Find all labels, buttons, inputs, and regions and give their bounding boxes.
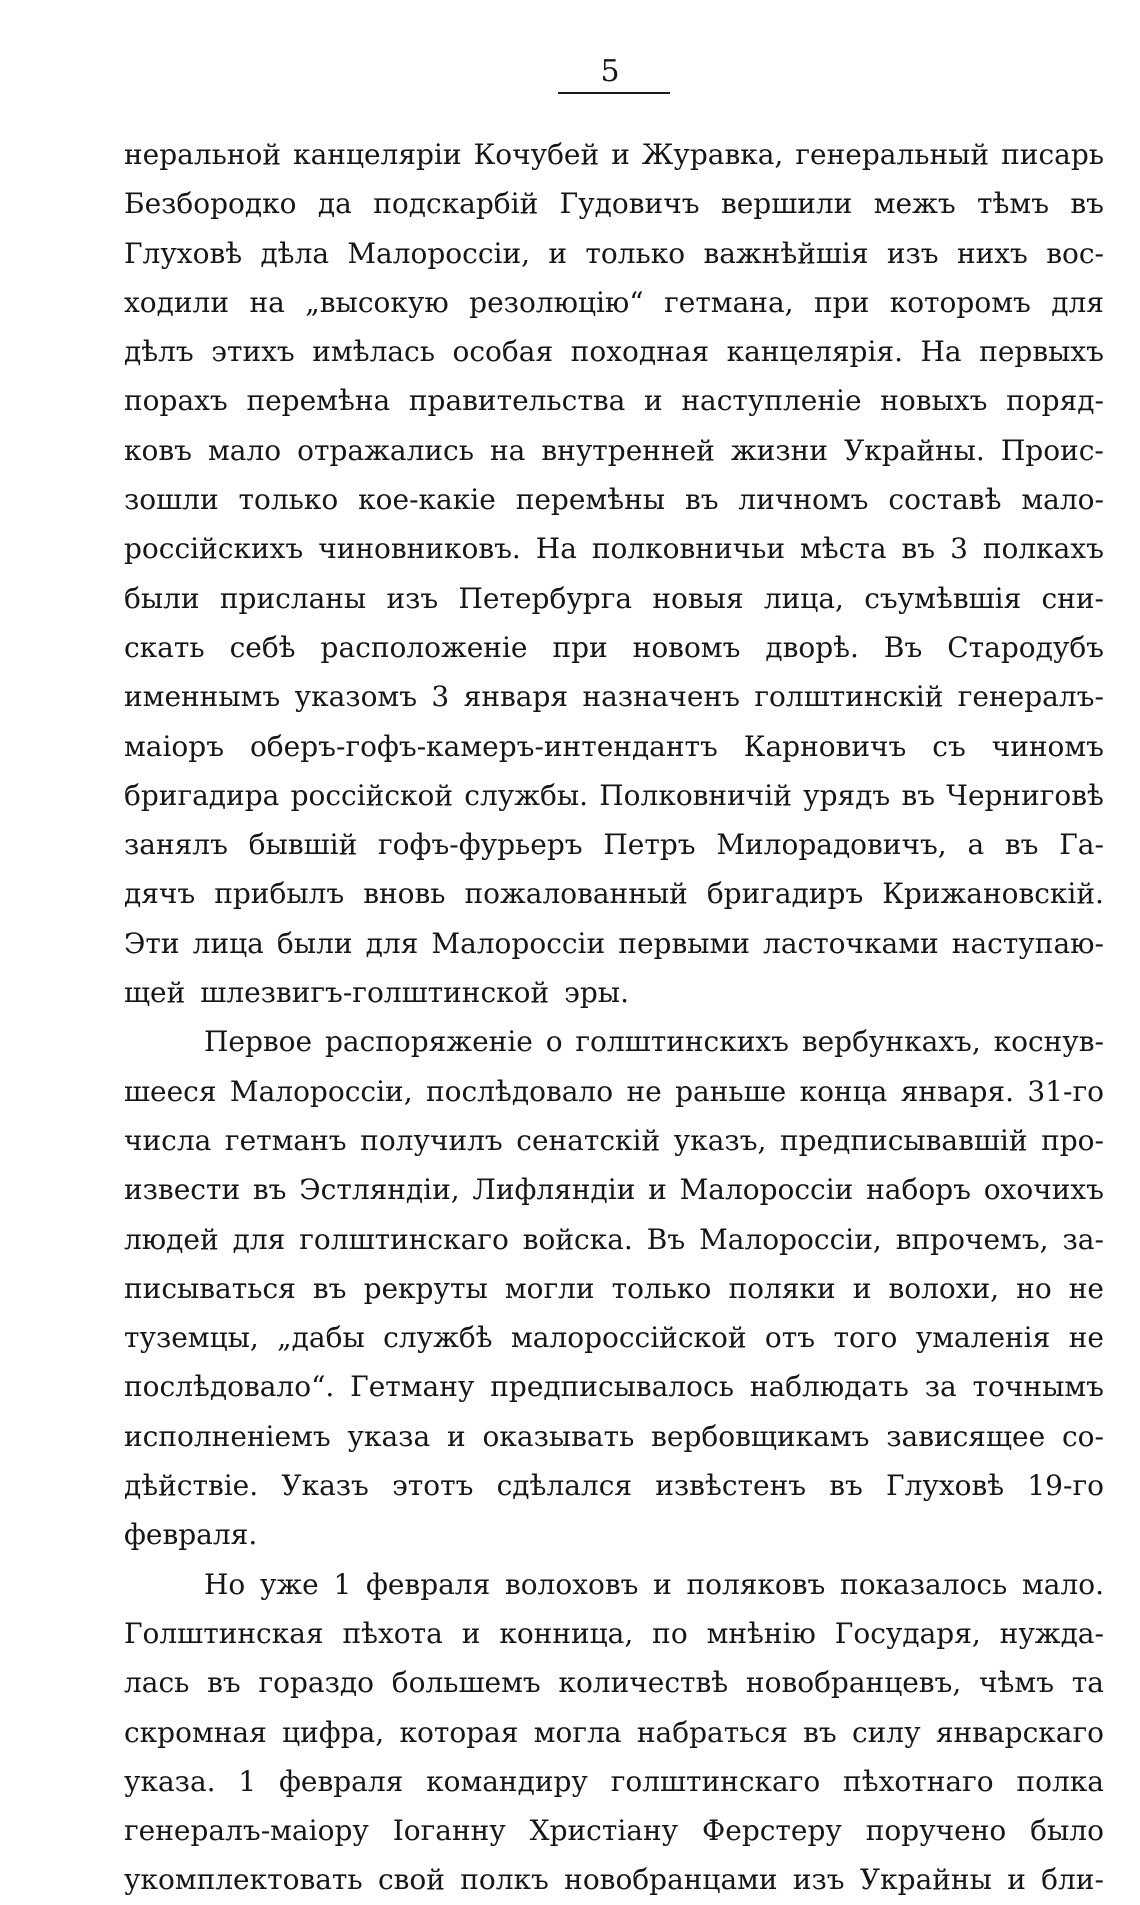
text-line: россійскихъ чиновниковъ. На полковничьи мѣста въ 3 полкахъ — [124, 532, 1104, 566]
text-line: порахъ перемѣна правительства и наступленіе новыхъ поряд- — [124, 384, 1104, 418]
text-line: февраля. — [124, 1518, 258, 1552]
text-line: числа гетманъ получилъ сенатскій указъ, предписывавшій про- — [124, 1123, 1104, 1157]
text-line: ходили на „высокую резолюцію“ гетмана, при которомъ для — [124, 285, 1104, 319]
text-line: дячъ прибылъ вновь пожалованный бригадиръ Крижановскій. — [124, 877, 1104, 911]
text-line: маіоръ оберъ-гофъ-камеръ-интендантъ Карновичъ съ чиномъ — [124, 729, 1104, 763]
text-line: ковъ мало отражались на внутренней жизни Украйны. Проис- — [124, 433, 1104, 467]
text-line: Глуховѣ дѣла Малороссіи, и только важнѣйшія изъ нихъ вос- — [124, 236, 1104, 270]
text-line: писываться въ рекруты могли только поляки и волохи, но не — [124, 1271, 1104, 1305]
text-line: шееся Малороссіи, послѣдовало не раньше конца января. 31-го — [124, 1074, 1104, 1108]
text-line: Но уже 1 февраля волоховъ и поляковъ показалось мало. — [204, 1567, 1104, 1601]
paragraph — [124, 130, 1104, 1017]
text-line: дѣйствіе. Указъ этотъ сдѣлался извѣстенъ въ Глуховѣ 19-го — [124, 1469, 1104, 1503]
text-line: зошли только кое-какіе перемѣны въ личномъ составѣ мало- — [124, 483, 1104, 517]
text-line: щей шлезвигъ-голштинской эры. — [124, 976, 629, 1010]
text-line: Безбородко да подскарбій Гудовичъ вершили межъ тѣмъ въ — [124, 187, 1104, 221]
page-number: 5 — [600, 54, 620, 89]
paragraph — [124, 1560, 1104, 1905]
text-line: послѣдовало“. Гетману предписывалось наблюдать за точнымъ — [124, 1370, 1104, 1404]
body-text — [124, 130, 1104, 1905]
text-line: людей для голштинскаго войска. Въ Малороссіи, впрочемъ, за- — [124, 1222, 1104, 1256]
text-line: именнымъ указомъ 3 января назначенъ голштинскій генералъ- — [124, 680, 1104, 714]
text-line: неральной канцеляріи Кочубей и Журавка, генеральный писарь — [124, 138, 1104, 171]
text-line: дѣлъ этихъ имѣлась особая походная канцелярія. На первыхъ — [124, 335, 1104, 369]
paragraph — [124, 1017, 1104, 1559]
text-line: Первое распоряженіе о голштинскихъ вербункахъ, коснув- — [204, 1025, 1104, 1059]
text-line: Голштинская пѣхота и конница, по мнѣнію Государя, нужда- — [124, 1616, 1104, 1650]
text-line: извести въ Эстляндіи, Лифляндіи и Малороссіи наборъ охочихъ — [124, 1173, 1104, 1207]
text-line: Эти лица были для Малороссіи первыми ласточками наступаю- — [124, 926, 1104, 960]
text-line: генералъ-маіору Іоганну Христіану Ферстеру поручено было — [124, 1814, 1104, 1848]
text-line: туземцы, „дабы службѣ малороссійской отъ того умаленія не — [124, 1321, 1104, 1355]
text-line: были присланы изъ Петербурга новыя лица, съумѣвшія сни- — [124, 581, 1104, 615]
text-line: занялъ бывшій гофъ-фурьеръ Петръ Милорадовичъ, а въ Га- — [124, 828, 1104, 862]
text-line: скать себѣ расположеніе при новомъ дворѣ. Въ Стародубъ — [124, 630, 1104, 664]
header-rule — [558, 92, 670, 94]
text-line: скромная цифра, которая могла набраться въ силу январскаго — [124, 1715, 1104, 1749]
text-line: указа. 1 февраля командиру голштинскаго пѣхотнаго полка — [124, 1764, 1104, 1798]
text-line: исполненіемъ указа и оказывать вербовщикамъ зависящее со- — [124, 1419, 1104, 1453]
text-line: бригадира россійской службы. Полковничій урядъ въ Черниговѣ — [124, 778, 1104, 812]
text-line: укомплектовать свой полкъ новобранцами изъ Украйны и бли- — [124, 1863, 1104, 1897]
text-line: лась въ гораздо большемъ количествѣ новобранцевъ, чѣмъ та — [124, 1666, 1104, 1700]
